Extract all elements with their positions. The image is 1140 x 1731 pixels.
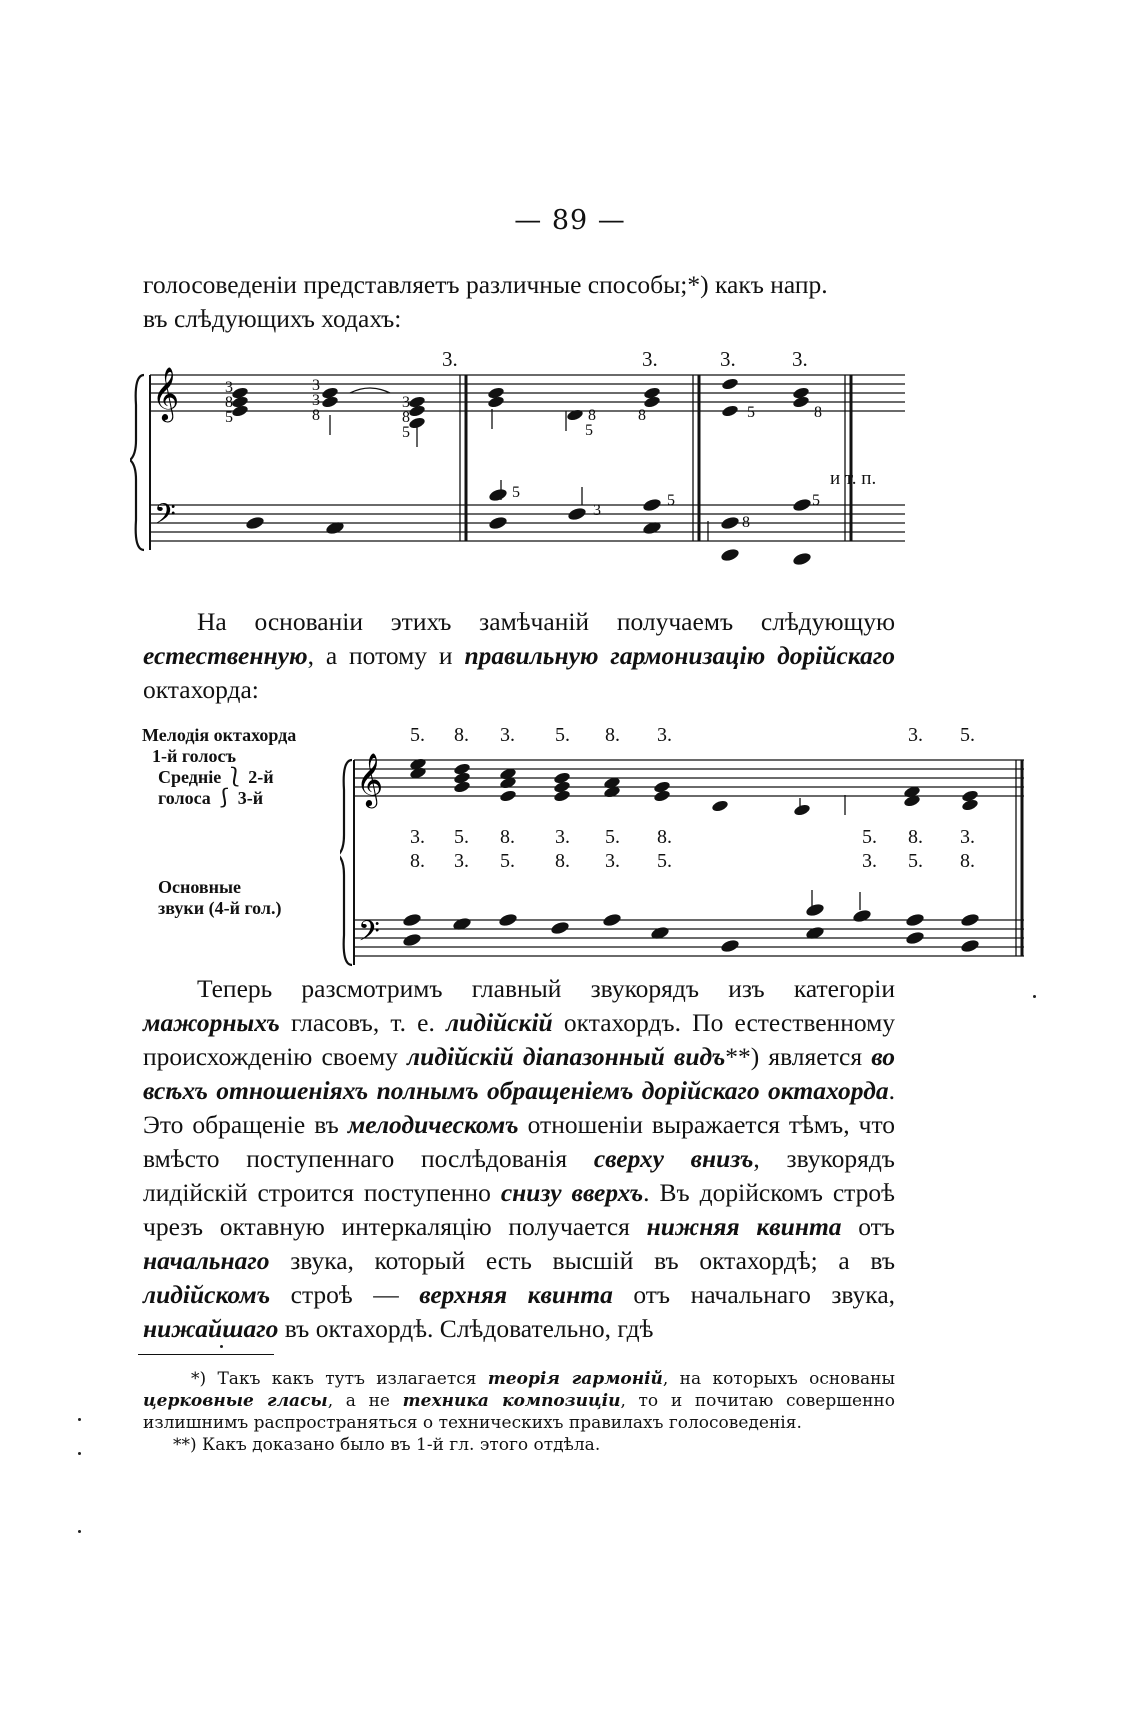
label-middle: Средніе <box>158 767 222 787</box>
para2-italic: мажорныхъ <box>143 1008 280 1037</box>
mid-numeral: 5. <box>605 826 620 848</box>
bass-clef-icon: 𝄢 <box>358 915 380 955</box>
para2-italic: начальнаго <box>143 1246 270 1275</box>
svg-text:5: 5 <box>512 484 520 501</box>
treble-clef-icon: 𝄞 <box>152 366 180 420</box>
top-numeral: 8. <box>454 724 469 746</box>
intro-line-2: въ слѣдующихъ ходахъ: <box>143 304 402 333</box>
svg-text:5: 5 <box>225 409 233 426</box>
svg-text:5: 5 <box>585 422 593 439</box>
fn1-text: , на которыхъ основаны <box>662 1369 895 1389</box>
scan-speck <box>78 1530 81 1533</box>
para2-italic: лидійскомъ <box>143 1280 271 1309</box>
numeral: 3. <box>642 347 658 371</box>
music-example-1 <box>130 345 910 575</box>
scan-speck <box>1033 995 1036 998</box>
svg-text:8: 8 <box>312 407 320 424</box>
para2-text: Теперь разсмотримъ главный звукорядъ изъ категоріи <box>197 974 895 1003</box>
top-numeral: 5. <box>410 724 425 746</box>
para1-text-1: На основаніи этихъ замѣчаній получаемъ слѣдующую <box>197 607 895 636</box>
fn1-italic: теорія гармоній <box>487 1369 663 1389</box>
para2-italic: снизу вверхъ <box>500 1178 644 1207</box>
mid-numeral: 3. <box>605 850 620 872</box>
label-melody: Мелодія октахорда <box>142 725 297 745</box>
fn1-italic: церковные гласы <box>143 1391 328 1411</box>
svg-text:5: 5 <box>812 492 820 509</box>
mid-numeral: 5. <box>500 850 515 872</box>
para2-text: въ октахордѣ. Слѣдовательно, гдѣ <box>278 1314 654 1343</box>
svg-text:3: 3 <box>312 377 320 394</box>
top-numeral: 5. <box>555 724 570 746</box>
mid-numeral: 8. <box>657 826 672 848</box>
grand-staff-brace <box>130 375 144 550</box>
numeral: 3. <box>442 347 458 371</box>
para2-text: отношеніи выражается тѣмъ, что вмѣсто поступеннаго послѣдованія <box>143 1110 896 1173</box>
scan-speck <box>78 1418 81 1421</box>
example-2-numerals <box>340 720 1030 890</box>
svg-text:8: 8 <box>402 409 410 426</box>
mid-numeral: 5. <box>657 850 672 872</box>
paragraph-1 <box>143 605 895 707</box>
mid-numeral: 8. <box>410 850 425 872</box>
svg-text:3: 3 <box>402 394 410 411</box>
para2-text: строѣ — <box>270 1280 420 1309</box>
para2-italic: мелодическомъ <box>347 1110 519 1139</box>
intro-line-1: голосоведеніи представляетъ различные способы;*) какъ напр. <box>143 270 828 299</box>
svg-text:8: 8 <box>225 394 233 411</box>
numeral: 3. <box>792 347 808 371</box>
mid-numeral: 3. <box>454 850 469 872</box>
mid-numeral: 5. <box>908 850 923 872</box>
para1-italic-1: естественную <box>143 641 308 670</box>
label-voice1: 1-й голосъ <box>152 746 236 766</box>
mid-numeral: 3. <box>410 826 425 848</box>
para2-italic: нижайшаго <box>143 1314 279 1343</box>
footnotes <box>143 1368 895 1456</box>
treble-clef-icon: 𝄞 <box>356 752 384 806</box>
para2-text: октахордъ. По естественному происхожденію своему <box>143 1008 896 1071</box>
top-numeral: 3. <box>908 724 923 746</box>
numeral: 3. <box>720 347 736 371</box>
para2-italic: нижняя квинта <box>646 1212 842 1241</box>
scan-speck <box>220 1345 223 1348</box>
para2-text: **) является <box>725 1042 872 1071</box>
top-numeral: 5. <box>960 724 975 746</box>
svg-text:5: 5 <box>747 404 755 421</box>
mid-numeral: 8. <box>960 850 975 872</box>
svg-text:8: 8 <box>814 404 822 421</box>
para1-text-3: октахорда: <box>143 675 259 704</box>
footnote-2: **) Какъ доказано было въ 1-й гл. этого отдѣла. <box>173 1435 601 1455</box>
svg-text:5: 5 <box>402 424 410 441</box>
top-numeral: 8. <box>605 724 620 746</box>
para2-italic: лидійскій <box>446 1008 553 1037</box>
mid-numeral: 8. <box>908 826 923 848</box>
mid-numeral: 8. <box>500 826 515 848</box>
top-numeral: 3. <box>500 724 515 746</box>
paragraph-2 <box>143 972 895 1346</box>
para2-text: звука, который есть высшій въ октахордѣ; а въ <box>269 1246 895 1275</box>
para2-italic: во всѣхъ отношеніяхъ полнымъ обращеніемъ дорійскаго октахорда <box>143 1042 896 1105</box>
mid-numeral: 3. <box>555 826 570 848</box>
para2-italic: сверху внизъ <box>593 1144 754 1173</box>
page-number: — 89 — <box>514 205 626 236</box>
fn1-text: , то и почитаю совершенно излишнимъ распространяться о техническихъ правилахъ голосоведенія. <box>143 1391 895 1433</box>
mid-numeral: 5. <box>862 826 877 848</box>
mid-numeral: 8. <box>555 850 570 872</box>
mid-numeral: 3. <box>960 826 975 848</box>
para1-text-2: , а потому и <box>307 641 465 670</box>
svg-text:3: 3 <box>312 392 320 409</box>
mid-numeral: 5. <box>454 826 469 848</box>
label-bass-2: звуки (4-й гол.) <box>158 898 282 918</box>
etc-label: и т. п. <box>830 468 877 489</box>
fn1-text: *) Такъ какъ тутъ излагается <box>191 1369 488 1389</box>
top-numeral: 3. <box>657 724 672 746</box>
svg-text:8: 8 <box>588 407 596 424</box>
scan-speck <box>78 1452 81 1455</box>
bass-clef-icon: 𝄢 <box>154 498 176 538</box>
para1-italic-2: правильную гармонизацію дорійскаго <box>464 641 896 670</box>
fn1-italic: техника композиціи <box>402 1391 621 1411</box>
footnote-divider <box>138 1354 274 1355</box>
para2-italic: верхняя квинта <box>419 1280 613 1309</box>
para2-italic: лидійскій діапазонный видъ <box>407 1042 726 1071</box>
svg-text:5: 5 <box>667 492 675 509</box>
footnote-1 <box>143 1368 895 1434</box>
para2-text: отъ <box>841 1212 895 1241</box>
intro-text <box>143 268 895 336</box>
svg-text:8: 8 <box>638 407 646 424</box>
example-1-top-numerals <box>130 345 910 375</box>
label-voices: голоса <box>158 788 211 808</box>
para2-text: , звукорядъ лидійскій строится поступенно <box>143 1144 895 1207</box>
fn1-text: , а не <box>327 1391 403 1411</box>
svg-text:3: 3 <box>593 502 601 519</box>
para2-text: . Это обращеніе въ <box>143 1076 895 1139</box>
label-voice3: 3-й <box>237 788 264 808</box>
label-voice2: 2-й <box>248 767 274 787</box>
mid-numeral: 3. <box>862 850 877 872</box>
para2-text: гласовъ, т. е. <box>279 1008 447 1037</box>
svg-text:3: 3 <box>225 379 233 396</box>
label-bass-1: Основные <box>158 877 242 897</box>
svg-text:8: 8 <box>742 514 750 531</box>
music-example-1-score <box>130 345 910 575</box>
para2-text: отъ начальнаго звука, <box>612 1280 896 1309</box>
para2-text: . Въ дорійскомъ строѣ чрезъ октавную интеркаляцію получается <box>143 1178 895 1241</box>
